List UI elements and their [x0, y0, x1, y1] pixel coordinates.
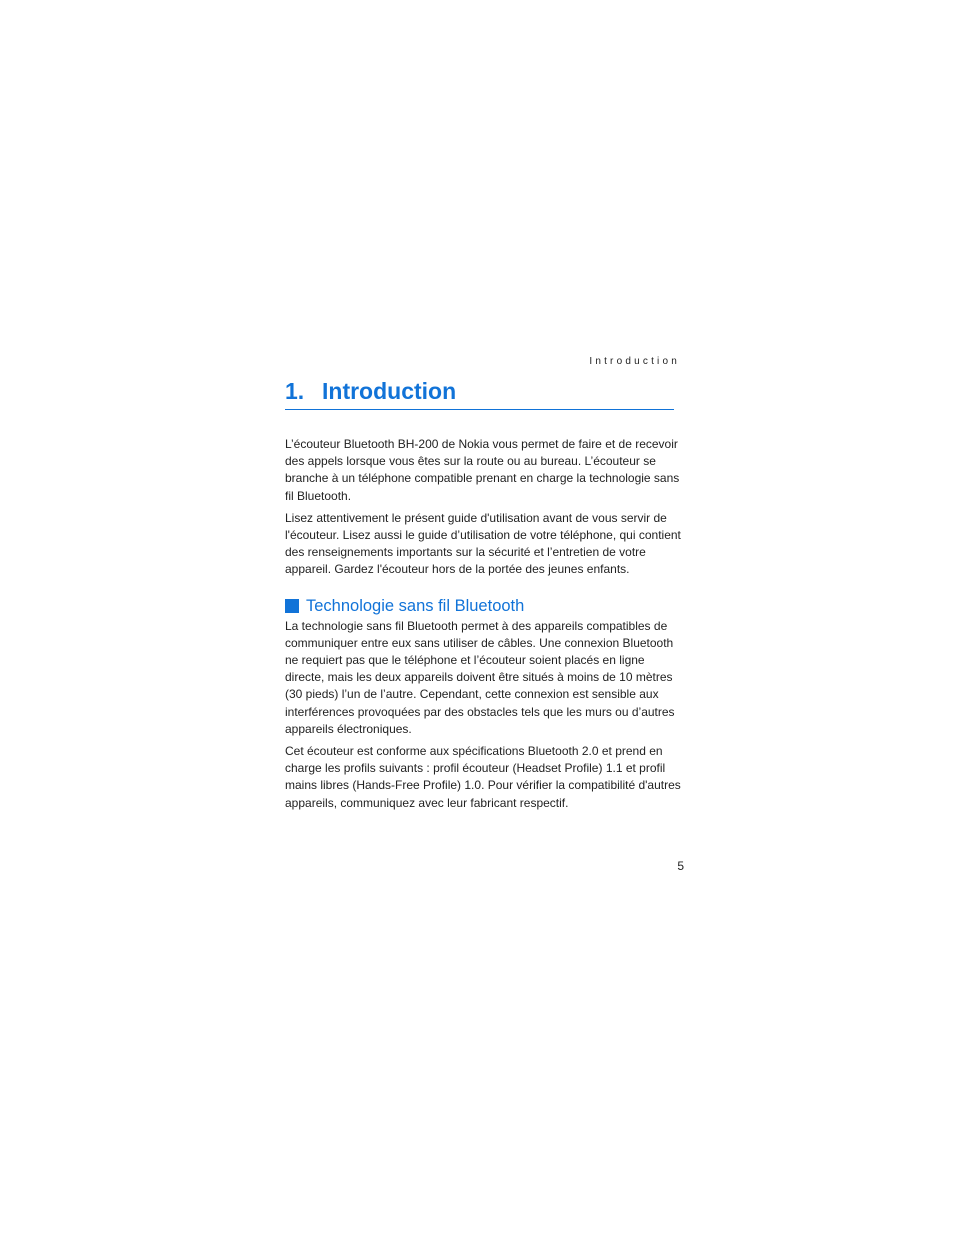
intro-paragraph-2: Lisez attentivement le présent guide d'utilisation avant de vous servir de l'écouteur. Lisez aussi le guide d’utilisation de votre téléphone, qui contient des renseignements importants sur la sécurité et l’entretien de votre appareil. Gardez l'écouteur hors de la portée des jeunes enfants.: [285, 510, 681, 577]
section-heading: [285, 596, 685, 616]
chapter-title: [285, 378, 674, 410]
square-bullet-icon: [285, 599, 299, 613]
page-body: [285, 436, 685, 817]
chapter-number: 1.: [285, 378, 305, 404]
section-paragraph-2: Cet écouteur est conforme aux spécifications Bluetooth 2.0 et prend en charge les profils suivants : profil écouteur (Headset Profile) 1.1 et profil mains libres (Hands-Free Profile) 1.0. Pour vérifier la compatibilité d'autres appareils, communiquez avec leur fabricant respectif.: [285, 744, 681, 810]
section-heading-text: Technologie sans fil Bluetooth: [306, 596, 525, 615]
intro-paragraph-1: L’écouteur Bluetooth BH-200 de Nokia vous permet de faire et de recevoir des appels lorsque vous êtes sur la route ou au bureau. L’écouteur se branche à un téléphone compatible prenant en charge la technologie sans fil Bluetooth.: [285, 437, 680, 503]
page-number: 5: [677, 859, 684, 873]
running-header: Introduction: [589, 356, 680, 367]
section-paragraph-1: La technologie sans fil Bluetooth permet à des appareils compatibles de communiquer entre eux sans utiliser de câbles. Une connexion Bluetooth ne requiert pas que le téléphone et l’écouteur soient placés en ligne directe, mais les deux appareils doivent être situés à moins de 10 mètres (30 pieds) l’un de l’autre. Cependant, cette connexion est sensible aux interférences provoquées par des obstacles tels que les murs ou d’autres appareils électroniques.: [285, 618, 675, 736]
chapter-title-text: Introduction: [322, 378, 457, 404]
